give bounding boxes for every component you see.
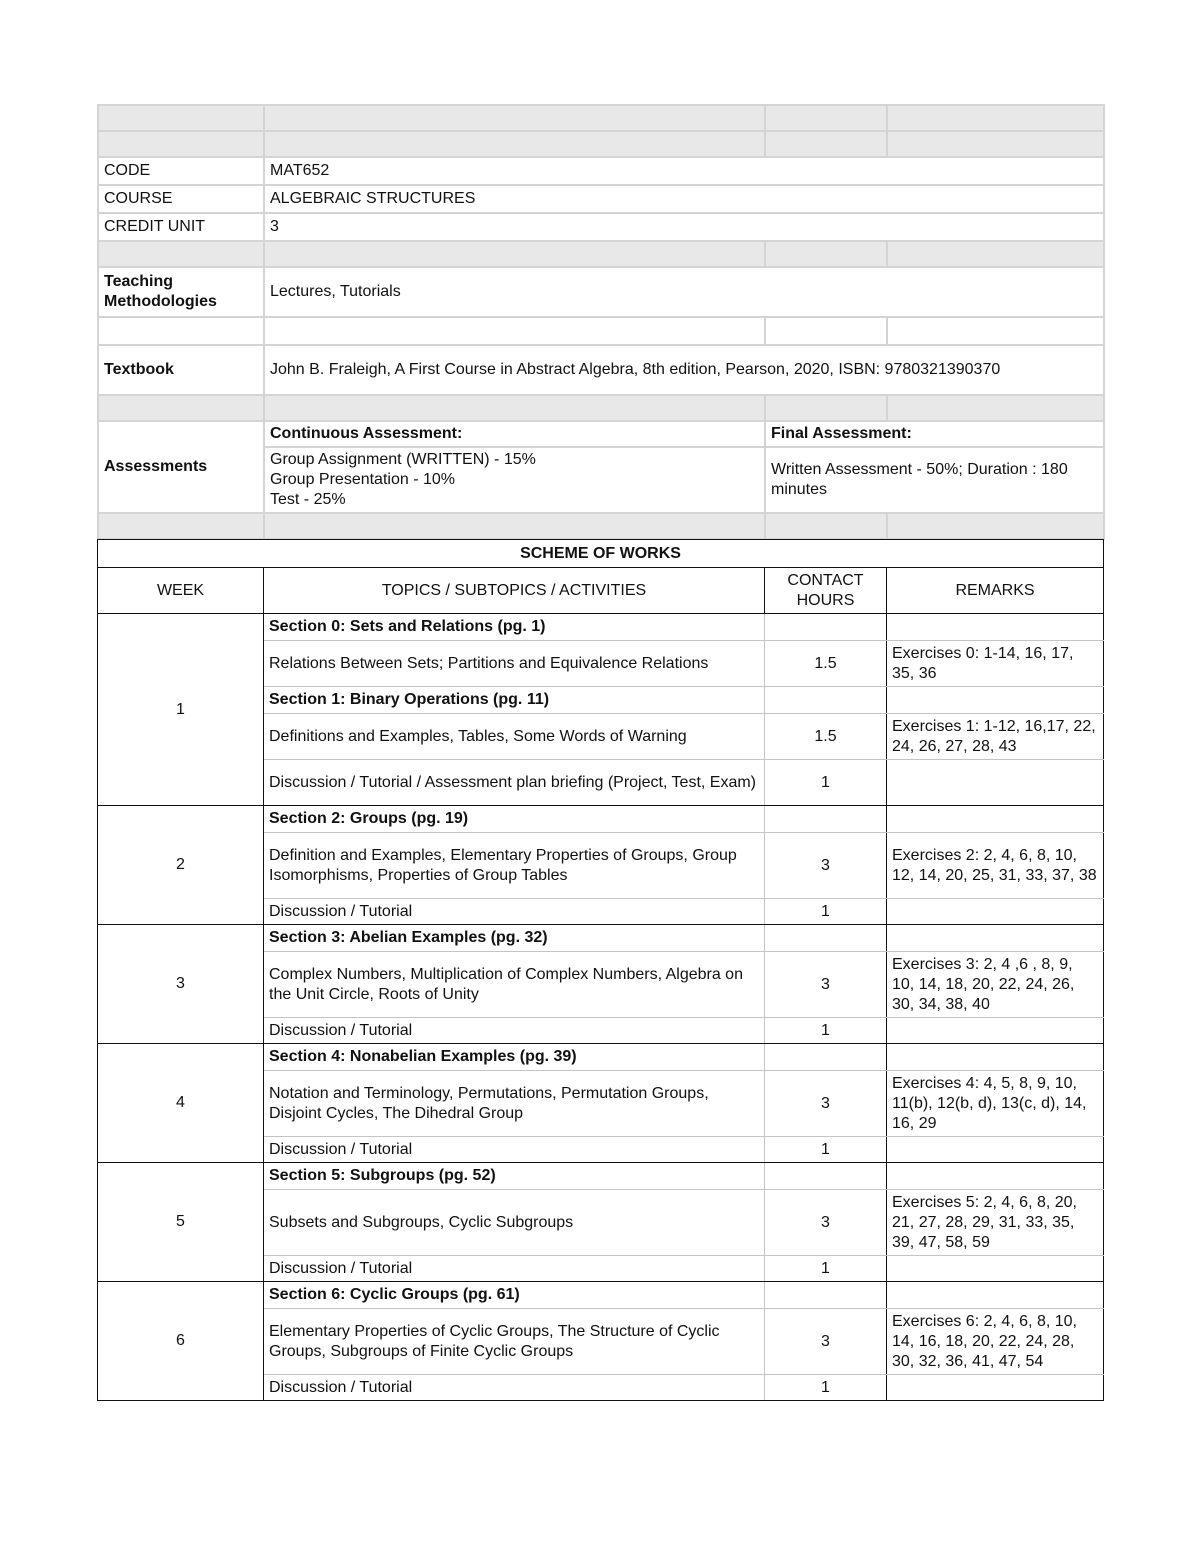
section-row (98, 925, 1104, 952)
contact-hours (765, 614, 887, 641)
textbook-value: John B. Fraleigh, A First Course in Abstract Algebra, 8th edition, Pearson, 2020, ISBN: 9780321390370 (264, 345, 1104, 395)
section-row (98, 1282, 1104, 1309)
contact-hours: 1 (765, 1256, 887, 1282)
contact-hours: 3 (765, 1071, 887, 1137)
contact-hours (765, 806, 887, 833)
week-header: WEEK (98, 568, 264, 614)
teaching-value: Lectures, Tutorials (264, 267, 1104, 317)
textbook-row (98, 345, 1104, 395)
week-number: 4 (98, 1044, 264, 1163)
final-assessment-title: Final Assessment: (765, 421, 1104, 447)
section-title: Section 0: Sets and Relations (pg. 1) (264, 614, 765, 641)
course-outline-document (97, 104, 1103, 1401)
contact-hours (765, 1163, 887, 1190)
contact-hours-header: CONTACT HOURS (765, 568, 887, 614)
course-row (98, 185, 1104, 213)
scheme-of-works-table (97, 539, 1104, 1401)
course-label: COURSE (98, 185, 264, 213)
week-number: 6 (98, 1282, 264, 1401)
section-row (98, 1163, 1104, 1190)
remarks: Exercises 0: 1-14, 16, 17, 35, 36 (887, 641, 1104, 687)
code-row (98, 157, 1104, 185)
remarks (887, 1018, 1104, 1044)
continuous-line: Group Assignment (WRITTEN) - 15% (270, 451, 536, 468)
scheme-title-row (98, 540, 1104, 568)
remarks (887, 687, 1104, 714)
course-value: ALGEBRAIC STRUCTURES (264, 185, 1104, 213)
week-number: 1 (98, 614, 264, 806)
contact-hours (765, 1282, 887, 1309)
topics-header: TOPICS / SUBTOPICS / ACTIVITIES (264, 568, 765, 614)
remarks: Exercises 4: 4, 5, 8, 9, 10, 11(b), 12(b, d), 13(c, d), 14, 16, 29 (887, 1071, 1104, 1137)
contact-hours (765, 1044, 887, 1071)
code-label: CODE (98, 157, 264, 185)
contact-hours (765, 925, 887, 952)
section-title: Section 5: Subgroups (pg. 52) (264, 1163, 765, 1190)
section-title: Section 2: Groups (pg. 19) (264, 806, 765, 833)
contact-hours: 3 (765, 1190, 887, 1256)
contact-hours: 3 (765, 833, 887, 899)
remarks (887, 1044, 1104, 1071)
assessment-title-row (98, 421, 1104, 447)
remarks (887, 1375, 1104, 1401)
topic-text: Subsets and Subgroups, Cyclic Subgroups (264, 1190, 765, 1256)
remarks (887, 806, 1104, 833)
scheme-header-row (98, 568, 1104, 614)
contact-hours: 1 (765, 1018, 887, 1044)
remarks (887, 1256, 1104, 1282)
credit-unit-label: CREDIT UNIT (98, 213, 264, 241)
continuous-line: Test - 25% (270, 491, 346, 508)
blank-row (98, 131, 1104, 157)
topic-text: Definition and Examples, Elementary Properties of Groups, Group Isomorphisms, Properties of Group Tables (264, 833, 765, 899)
teaching-label: Teaching Methodologies (98, 267, 264, 317)
contact-hours: 1.5 (765, 641, 887, 687)
continuous-assessment-details (264, 447, 765, 513)
section-title: Section 3: Abelian Examples (pg. 32) (264, 925, 765, 952)
remarks (887, 1137, 1104, 1163)
assessments-label: Assessments (98, 421, 264, 513)
code-value: MAT652 (264, 157, 1104, 185)
credit-unit-row (98, 213, 1104, 241)
remarks (887, 925, 1104, 952)
remarks (887, 1163, 1104, 1190)
remarks-header: REMARKS (887, 568, 1104, 614)
topic-text: Discussion / Tutorial (264, 899, 765, 925)
continuous-line: Group Presentation - 10% (270, 471, 455, 488)
section-title: Section 1: Binary Operations (pg. 11) (264, 687, 765, 714)
remarks (887, 1282, 1104, 1309)
remarks (887, 899, 1104, 925)
contact-hours: 1 (765, 899, 887, 925)
scheme-title: SCHEME OF WORKS (98, 540, 1104, 568)
topic-text: Definitions and Examples, Tables, Some Words of Warning (264, 714, 765, 760)
remarks: Exercises 5: 2, 4, 6, 8, 20, 21, 27, 28, 29, 31, 33, 35, 39, 47, 58, 59 (887, 1190, 1104, 1256)
topic-text: Discussion / Tutorial (264, 1137, 765, 1163)
topic-text: Discussion / Tutorial (264, 1256, 765, 1282)
textbook-label: Textbook (98, 345, 264, 395)
section-title: Section 4: Nonabelian Examples (pg. 39) (264, 1044, 765, 1071)
topic-text: Elementary Properties of Cyclic Groups, The Structure of Cyclic Groups, Subgroups of Finite Cyclic Groups (264, 1309, 765, 1375)
remarks: Exercises 3: 2, 4 ,6 , 8, 9, 10, 14, 18, 20, 22, 24, 26, 30, 34, 38, 40 (887, 952, 1104, 1018)
blank-row (98, 241, 1104, 267)
week-number: 2 (98, 806, 264, 925)
contact-hours: 1 (765, 1137, 887, 1163)
topic-text: Discussion / Tutorial (264, 1018, 765, 1044)
teaching-row (98, 267, 1104, 317)
blank-row (98, 395, 1104, 421)
blank-row (98, 513, 1104, 539)
topic-text: Relations Between Sets; Partitions and Equivalence Relations (264, 641, 765, 687)
contact-hours: 1 (765, 1375, 887, 1401)
credit-unit-value: 3 (264, 213, 1104, 241)
remarks: Exercises 2: 2, 4, 6, 8, 10, 12, 14, 20, 25, 31, 33, 37, 38 (887, 833, 1104, 899)
remarks: Exercises 1: 1-12, 16,17, 22, 24, 26, 27, 28, 43 (887, 714, 1104, 760)
contact-hours: 3 (765, 952, 887, 1018)
section-title: Section 6: Cyclic Groups (pg. 61) (264, 1282, 765, 1309)
section-row (98, 614, 1104, 641)
section-row (98, 1044, 1104, 1071)
remarks (887, 760, 1104, 806)
blank-row (98, 317, 1104, 345)
topic-text: Complex Numbers, Multiplication of Complex Numbers, Algebra on the Unit Circle, Roots of Unity (264, 952, 765, 1018)
blank-row (98, 105, 1104, 131)
contact-hours (765, 687, 887, 714)
contact-hours: 3 (765, 1309, 887, 1375)
contact-hours: 1.5 (765, 714, 887, 760)
week-number: 3 (98, 925, 264, 1044)
contact-hours: 1 (765, 760, 887, 806)
topic-text: Discussion / Tutorial (264, 1375, 765, 1401)
week-number: 5 (98, 1163, 264, 1282)
remarks: Exercises 6: 2, 4, 6, 8, 10, 14, 16, 18, 20, 22, 24, 28, 30, 32, 36, 41, 47, 54 (887, 1309, 1104, 1375)
topic-text: Discussion / Tutorial / Assessment plan briefing (Project, Test, Exam) (264, 760, 765, 806)
final-assessment-details: Written Assessment - 50%; Duration : 180 minutes (765, 447, 1104, 513)
remarks (887, 614, 1104, 641)
topic-text: Notation and Terminology, Permutations, Permutation Groups, Disjoint Cycles, The Dihedral Group (264, 1071, 765, 1137)
continuous-assessment-title: Continuous Assessment: (264, 421, 765, 447)
course-info-table (97, 104, 1105, 540)
section-row (98, 806, 1104, 833)
